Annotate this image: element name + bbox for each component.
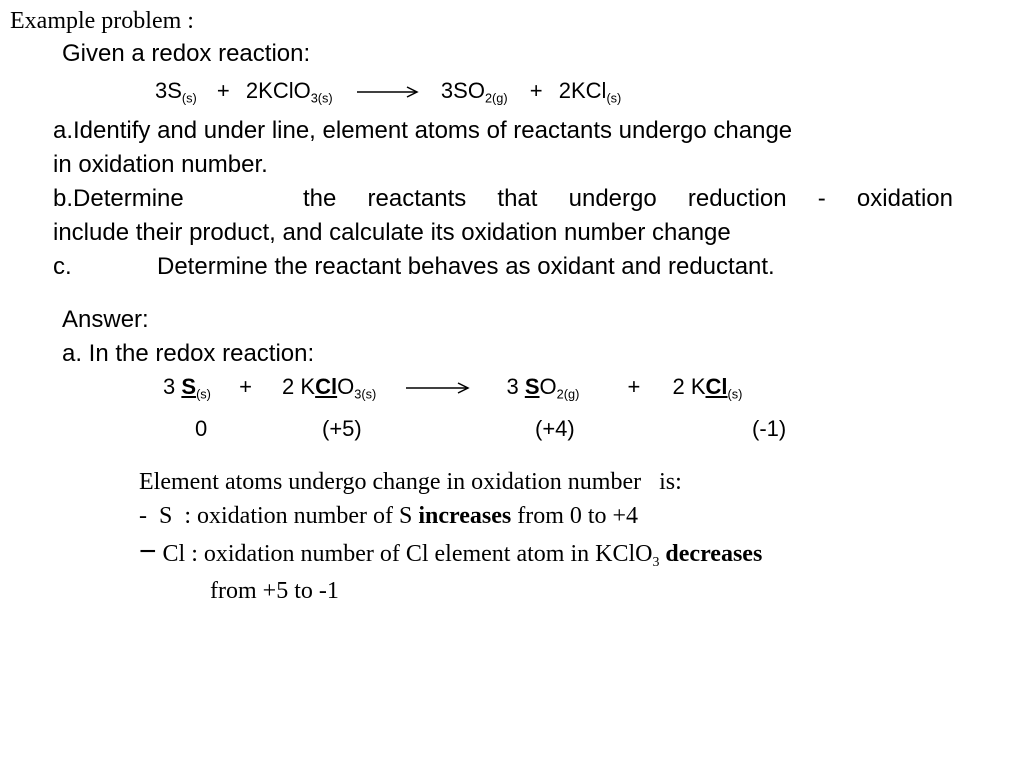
explanation-s-line: - S : oxidation number of S increases from 0 to +4 [139, 503, 639, 529]
product-so2: $3SO_{2(g)}$ [440, 78, 508, 106]
explanation-intro: Element atoms undergo change in oxidation number is: [139, 469, 682, 495]
ox-number-cl-product: (-1) [752, 416, 787, 441]
answer-reactant-kclo3: 2 KClO$_{3(s)}$ [282, 374, 377, 402]
answer-label: Answer: [62, 306, 149, 333]
answer-reaction-arrow-icon [406, 380, 492, 396]
answer-a-text: a. In the redox reaction: [62, 340, 315, 367]
page-heading: Example problem : [10, 8, 194, 34]
explanation-cl-line: − Cl : oxidation number of Cl element atom in KClO$_3$ decreases [139, 535, 763, 570]
answer-product-so2: 3 $SO_{2(g)}$ [506, 374, 580, 402]
answer-reactant-sulfur: 3 $S_{(s)}$ [163, 374, 211, 402]
question-c-text: Determine the reactant behaves as oxidant and reductant. [157, 253, 775, 280]
question-a-line1: a.Identify and under line, element atoms of reactants undergo change [53, 117, 793, 144]
question-c-label: c. [53, 253, 72, 280]
answer-product-kcl: 2 KCl$_{(s)}$ [672, 374, 743, 402]
plus-sign: + [239, 374, 252, 399]
reactant-sulfur: $3S_{(s)}$ [155, 78, 197, 106]
plus-sign: + [529, 78, 543, 103]
ox-number-s: 0 [195, 416, 208, 441]
ox-number-cl-reactant: (+5) [322, 416, 362, 441]
question-b-line2: include their product, and calculate its oxidation number change [53, 219, 731, 246]
plus-sign: + [216, 78, 230, 103]
question-b-label: b.Determine [53, 185, 184, 212]
plus-sign: + [627, 374, 641, 399]
answer-reaction [163, 374, 742, 400]
reaction-arrow-icon [357, 84, 435, 100]
question-a-line2: in oxidation number. [53, 151, 268, 178]
reactant-kclo3: 2KClO$_{3(s)}$ [245, 78, 333, 106]
product-kcl: 2KCl$_{(s)}$ [558, 78, 622, 106]
explanation-cl-line2: from +5 to -1 [210, 578, 339, 604]
ox-number-s-product: (+4) [535, 416, 575, 441]
given-label: Given a redox reaction: [62, 40, 311, 67]
question-b-line1: the reactants that undergo reduction - oxidation [303, 185, 953, 212]
given-reaction [155, 78, 621, 104]
